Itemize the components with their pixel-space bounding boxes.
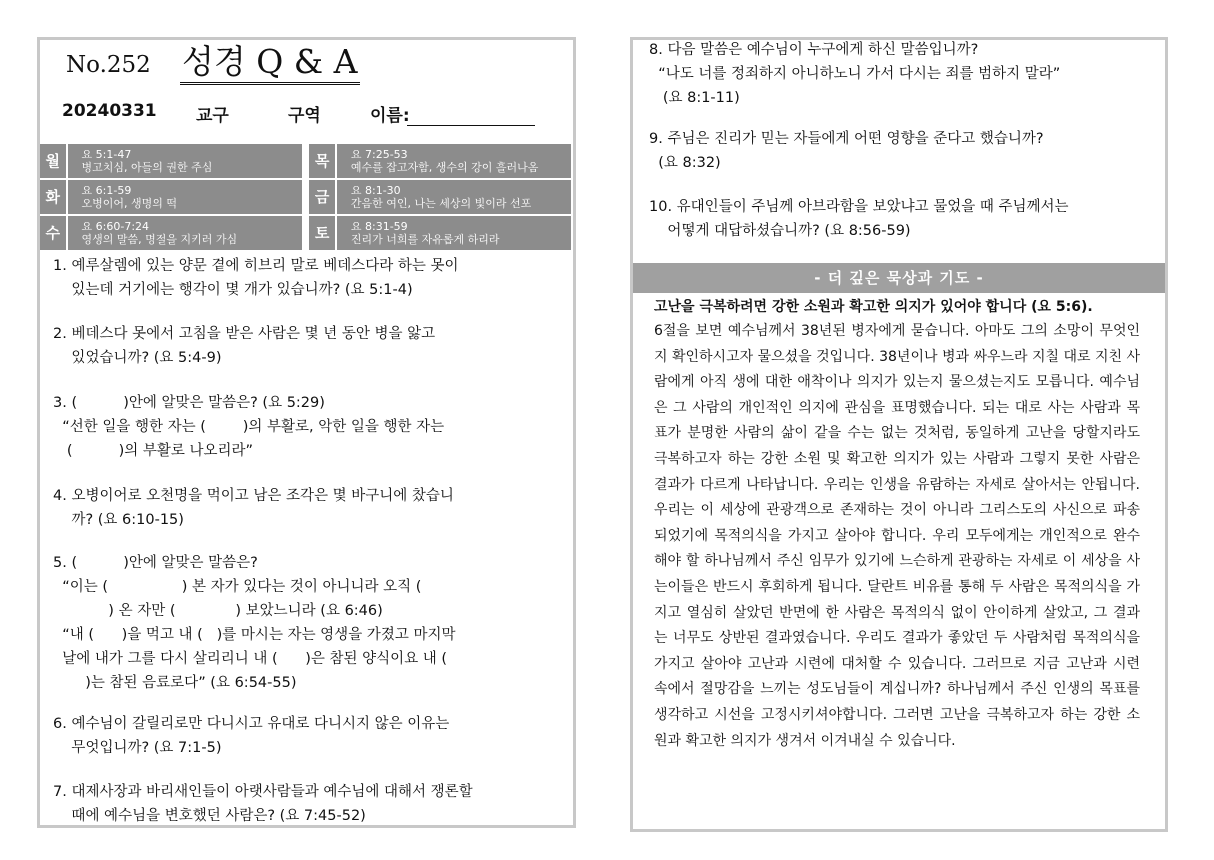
reading-cell xyxy=(66,180,304,214)
schedule-row xyxy=(40,216,573,250)
date-label: 20240331 xyxy=(62,101,157,121)
reading-schedule xyxy=(40,142,573,252)
question-10: 10. 유대인들이 주님께 아브라함을 보았냐고 물었을 때 주님께서는 어떻게 대답하셨습니까? (요 8:56-59) xyxy=(649,199,1069,239)
reading-desc: 오병이어, 생명의 떡 xyxy=(81,197,178,210)
reading-cell xyxy=(335,144,573,178)
issue-number: No.252 xyxy=(66,52,151,78)
question-2: 2. 베데스다 못에서 고침을 받은 사람은 몇 년 동안 병을 앓고 있었습니까? (요 5:4-9) xyxy=(53,326,436,366)
reading-ref: 요 7:25-53 xyxy=(350,148,408,161)
reading-ref: 요 6:60-7:24 xyxy=(81,220,150,233)
question-7: 7. 대제사장과 바리새인들이 아랫사람들과 예수님에 대해서 쟁론할 때에 예수님을 변호했던 사람은? (요 7:45-52) xyxy=(53,784,473,824)
page-title: 성경 Q & A xyxy=(180,42,360,85)
meditation-heading: 고난을 극복하려면 강한 소원과 확고한 의지가 있어야 합니다 (요 5:6). xyxy=(654,299,1093,315)
name-underline xyxy=(407,125,535,126)
left-page xyxy=(37,37,576,828)
meditation-body: 6절을 보면 예수님께서 38년된 병자에게 묻습니다. 아마도 그의 소망이 무엇인지 확인하시고자 물으셨을 것입니다. 38년이나 병과 싸우느라 지칠 대로 지친 사람에게 아직 생에 대한 애착이나 의지가 있는지 물으셨는지도 모릅니다. 예수님은 그 사람의 개인적인 의지에 관심을 표명했습니다. 되는 대로 사는 사람과 목표가 분명한 사람의 삶이 같을 수는 없는 것처럼, 동일하게 고난을 당할지라도 극복하고자 하는 강한 소원 및 확고한 의지가 있는 사람과 그렇지 못한 사람은 결과가 다르게 나타납니다. 우리는 인생을 유람하는 자세로 살아서는 안됩니다. 우리는 이 세상에 관광객으로 존재하는 것이 아니라 그리스도의 사신으로 파송되었기에 목적의식을 가지고 살아야 합니다. 우리 모두에게는 개인적으로 완수해야 할 하나님께서 주신 임무가 있기에 느슨하게 관광하는 자세로 이 세상을 사는이들은 반드시 후회하게 됩니다. 달란트 비유를 통해 두 사람은 목적의식을 가지고 열심히 살았던 반면에 한 사람은 목적의식 없이 안이하게 살았고, 그 결과는 너무도 상반된 결과였습니다. 우리도 결과가 좋았던 두 사람처럼 목적의식을 가지고 살아야 고난과 시련에 대처할 수 있습니다. 그러므로 지금 고난과 시련 속에서 절망감을 느끼는 성도님들이 계십니까? 하나님께서 주신 인생의 목표를 생각하고 시선을 고정시키셔야합니다. 그러면 고난을 극복하고자 하는 강한 소원과 확고한 의지가 생겨서 이겨내실 수 있습니다. xyxy=(654,323,1141,749)
day-cell: 수 xyxy=(40,216,66,250)
reading-ref: 요 8:31-59 xyxy=(350,220,408,233)
reading-desc: 간음한 여인, 나는 세상의 빛이라 선포 xyxy=(350,197,532,210)
reading-desc: 병고치심, 아들의 권한 주심 xyxy=(81,161,213,174)
schedule-row xyxy=(40,144,573,178)
reading-cell xyxy=(335,216,573,250)
reading-desc: 예수를 잡고자함, 생수의 강이 흘러나옴 xyxy=(350,161,539,174)
reading-ref: 요 8:1-30 xyxy=(350,184,401,197)
reading-desc: 영생의 말씀, 명절을 지키러 가심 xyxy=(81,233,238,246)
question-6: 6. 예수님이 갈릴리로만 다니시고 유대로 다니시지 않은 이유는 무엇입니까? (요 7:1-5) xyxy=(53,716,450,756)
day-cell: 목 xyxy=(309,144,335,178)
question-3: 3. ( )안에 알맞은 말씀은? (요 5:29) “선한 일을 행한 자는 ( )의 부활로, 악한 일을 행한 자는 ( )의 부활로 나오리라” xyxy=(53,395,445,459)
meditation-title-bar: - 더 깊은 묵상과 기도 - xyxy=(633,263,1165,293)
question-5: 5. ( )안에 알맞은 말씀은? “이는 ( ) 본 자가 있다는 것이 아니니라 오직 ( ) 온 자만 ( ) 보았느니라 (요 6:46) “내 ( )을 먹고 내 ( )를 마시는 자는 영생을 가졌고 마지막 날에 내가 그를 다시 살리리니 내 ( )은 참된 양식이요 내 ( )는 참된 음료로다” (요 6:54-55) xyxy=(53,555,456,691)
reading-ref: 요 5:1-47 xyxy=(81,148,132,161)
reading-cell xyxy=(335,180,573,214)
schedule-row xyxy=(40,180,573,214)
question-4: 4. 오병이어로 오천명을 먹이고 남은 조각은 몇 바구니에 찼습니 까? (요 6:10-15) xyxy=(53,488,454,528)
name-label: 이름: xyxy=(370,106,410,126)
question-8: 8. 다음 말씀은 예수님이 누구에게 하신 말씀입니까? “나도 너를 정죄하지 아니하노니 가서 다시는 죄를 범하지 말라” (요 8:1-11) xyxy=(649,42,1061,106)
day-cell: 금 xyxy=(309,180,335,214)
day-cell: 토 xyxy=(309,216,335,250)
reading-ref: 요 6:1-59 xyxy=(81,184,132,197)
reading-cell xyxy=(66,144,304,178)
right-page xyxy=(630,37,1168,832)
day-cell: 월 xyxy=(40,144,66,178)
district-label: 구역 xyxy=(288,106,321,126)
day-cell: 화 xyxy=(40,180,66,214)
reading-cell xyxy=(66,216,304,250)
question-1: 1. 예루살렘에 있는 양문 곁에 히브리 말로 베데스다라 하는 못이 있는데 거기에는 행각이 몇 개가 있습니까? (요 5:1-4) xyxy=(53,258,459,298)
parish-label: 교구 xyxy=(196,106,229,126)
reading-desc: 진리가 너희를 자유롭게 하리라 xyxy=(350,233,500,246)
question-9: 9. 주님은 진리가 믿는 자들에게 어떤 영향을 준다고 했습니까? (요 8:32) xyxy=(649,131,1044,171)
